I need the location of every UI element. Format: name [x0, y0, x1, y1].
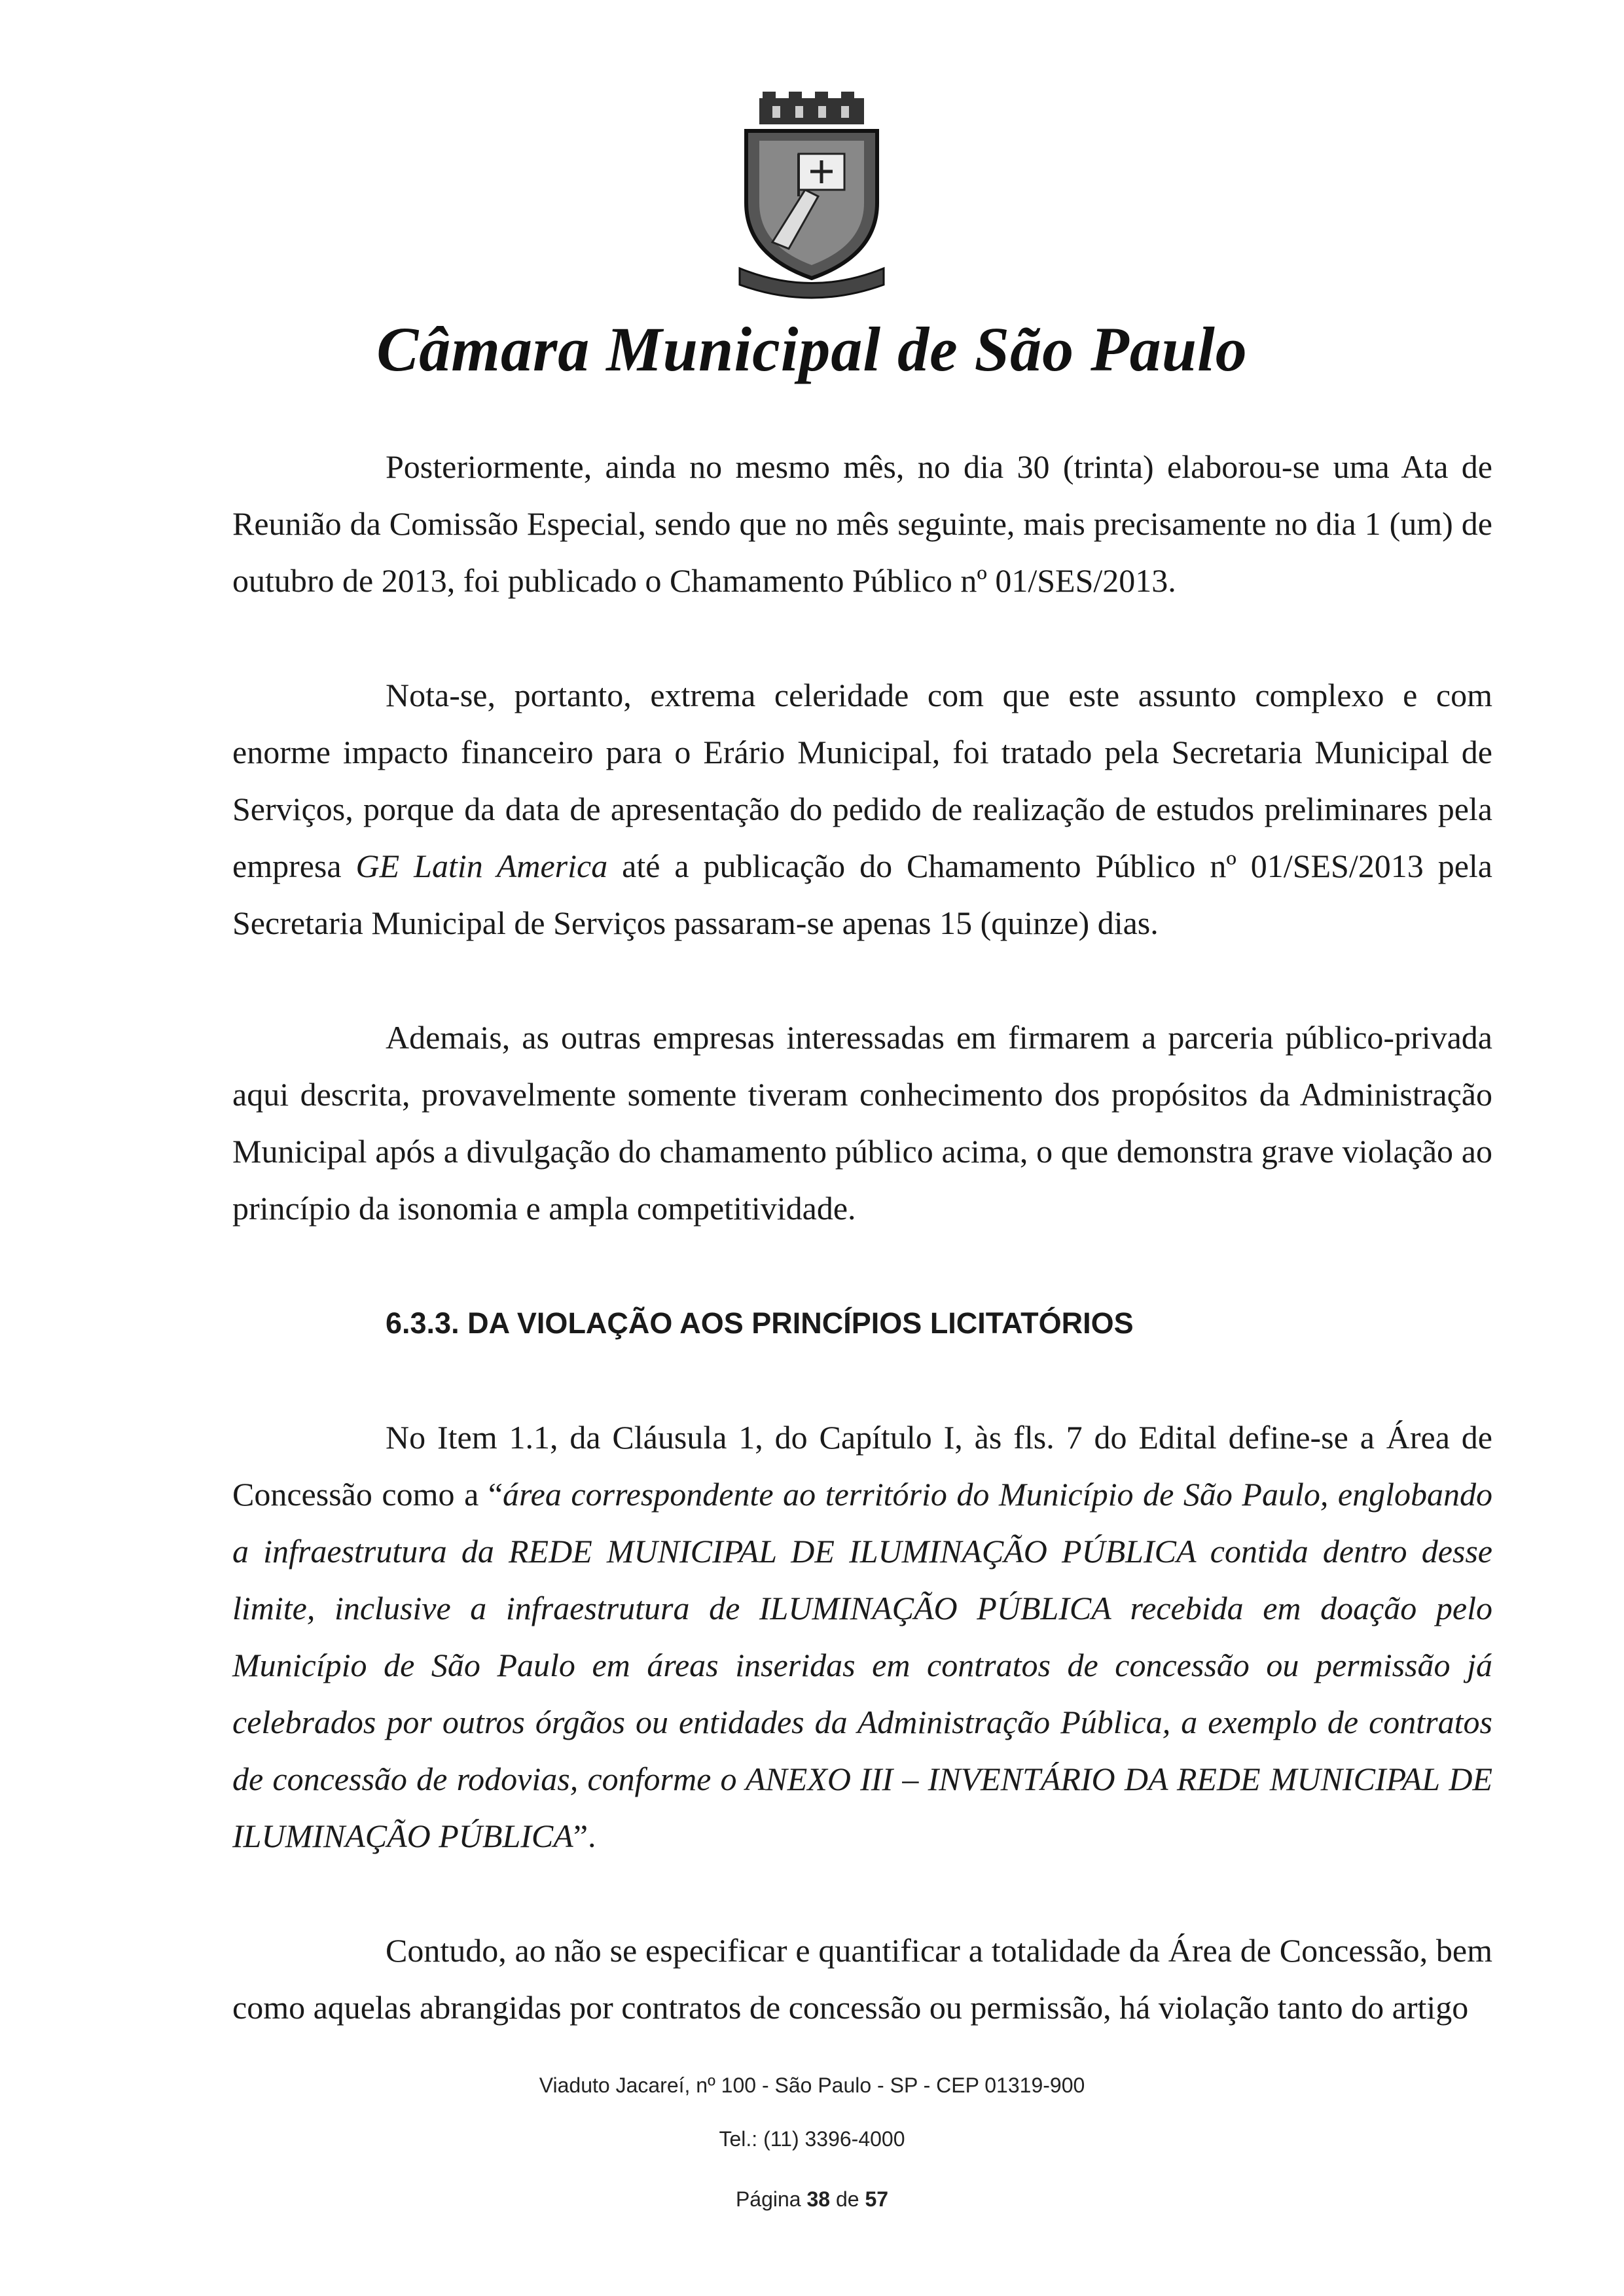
paragraph-4-text-b: ”.	[573, 1818, 596, 1854]
quoted-definition: área correspondente ao território do Município de São Paulo, englobando a infraestrutura da REDE MUNICIPAL DE ILUMINAÇÃO PÚBLICA contida dentro desse limite, inclusive a infraestrutura de ILUMINAÇÃO PÚBLICA recebida em doação pelo Município de São Paulo em áreas inseridas em contratos de concessão ou permissão já celebrados por outros órgãos ou entidades da Administração Pública, a exemplo de contratos de concessão de rodovias, conforme o ANEXO III – INVENTÁRIO DA REDE MUNICIPAL DE ILUMINAÇÃO PÚBLICA	[232, 1476, 1492, 1854]
company-name: GE Latin America	[355, 848, 608, 884]
of-label: de	[835, 2187, 859, 2211]
paragraph-2	[232, 667, 1492, 952]
municipal-coat-of-arms-icon	[727, 92, 897, 301]
footer-address: Viaduto Jacareí, nº 100 - São Paulo - SP - CEP 01319-900	[539, 2073, 1085, 2097]
page-label: Página	[735, 2187, 801, 2211]
paragraph-2-text-a: Nota-se, portanto, extrema celeridade com que este assunto complexo e com enorme impacto financeiro para o Erário Municipal, foi tratado pela Secretaria Municipal de Serviços, porque da data de apresentação do pedido de realização de estudos preliminares pela empresa	[232, 677, 1492, 884]
paragraph-4-text-a: No Item 1.1, da Cláusula 1, do Capítulo I, às fls. 7 do Edital define-se a Área de Concessão como a “	[232, 1419, 1492, 1513]
paragraph-2-text-b: até a publicação do Chamamento Público nº 01/SES/2013 pela Secretaria Municipal de Serviços passaram-se apenas 15 (quinze) dias.	[232, 848, 1492, 941]
page-total: 57	[865, 2187, 889, 2211]
page-number: 38	[806, 2187, 831, 2211]
footer-phone: Tel.: (11) 3396-4000	[719, 2127, 905, 2151]
document-body	[232, 439, 1492, 2094]
page-title: Câmara Municipal de São Paulo	[376, 314, 1248, 384]
section-heading: 6.3.3. DA VIOLAÇÃO AOS PRINCÍPIOS LICITATÓRIOS	[386, 1306, 1134, 1340]
paragraph-3: Ademais, as outras empresas interessadas em firmarem a parceria público-privada aqui descrita, provavelmente somente tiveram conhecimento dos propósitos da Administração Municipal após a divulgação do chamamento público acima, o que demonstra grave violação ao princípio da isonomia e ampla competitividade.	[232, 1019, 1492, 1227]
paragraph-4	[232, 1409, 1492, 1865]
page-number-line	[0, 2187, 1624, 2212]
paragraph-5: Contudo, ao não se especificar e quantificar a totalidade da Área de Concessão, bem como aquelas abrangidas por contratos de concessão ou permissão, há violação tanto do artigo	[232, 1932, 1492, 2026]
paragraph-1: Posteriormente, ainda no mesmo mês, no dia 30 (trinta) elaborou-se uma Ata de Reunião da Comissão Especial, sendo que no mês seguinte, mais precisamente no dia 1 (um) de outubro de 2013, foi publicado o Chamamento Público nº 01/SES/2013.	[232, 448, 1492, 599]
